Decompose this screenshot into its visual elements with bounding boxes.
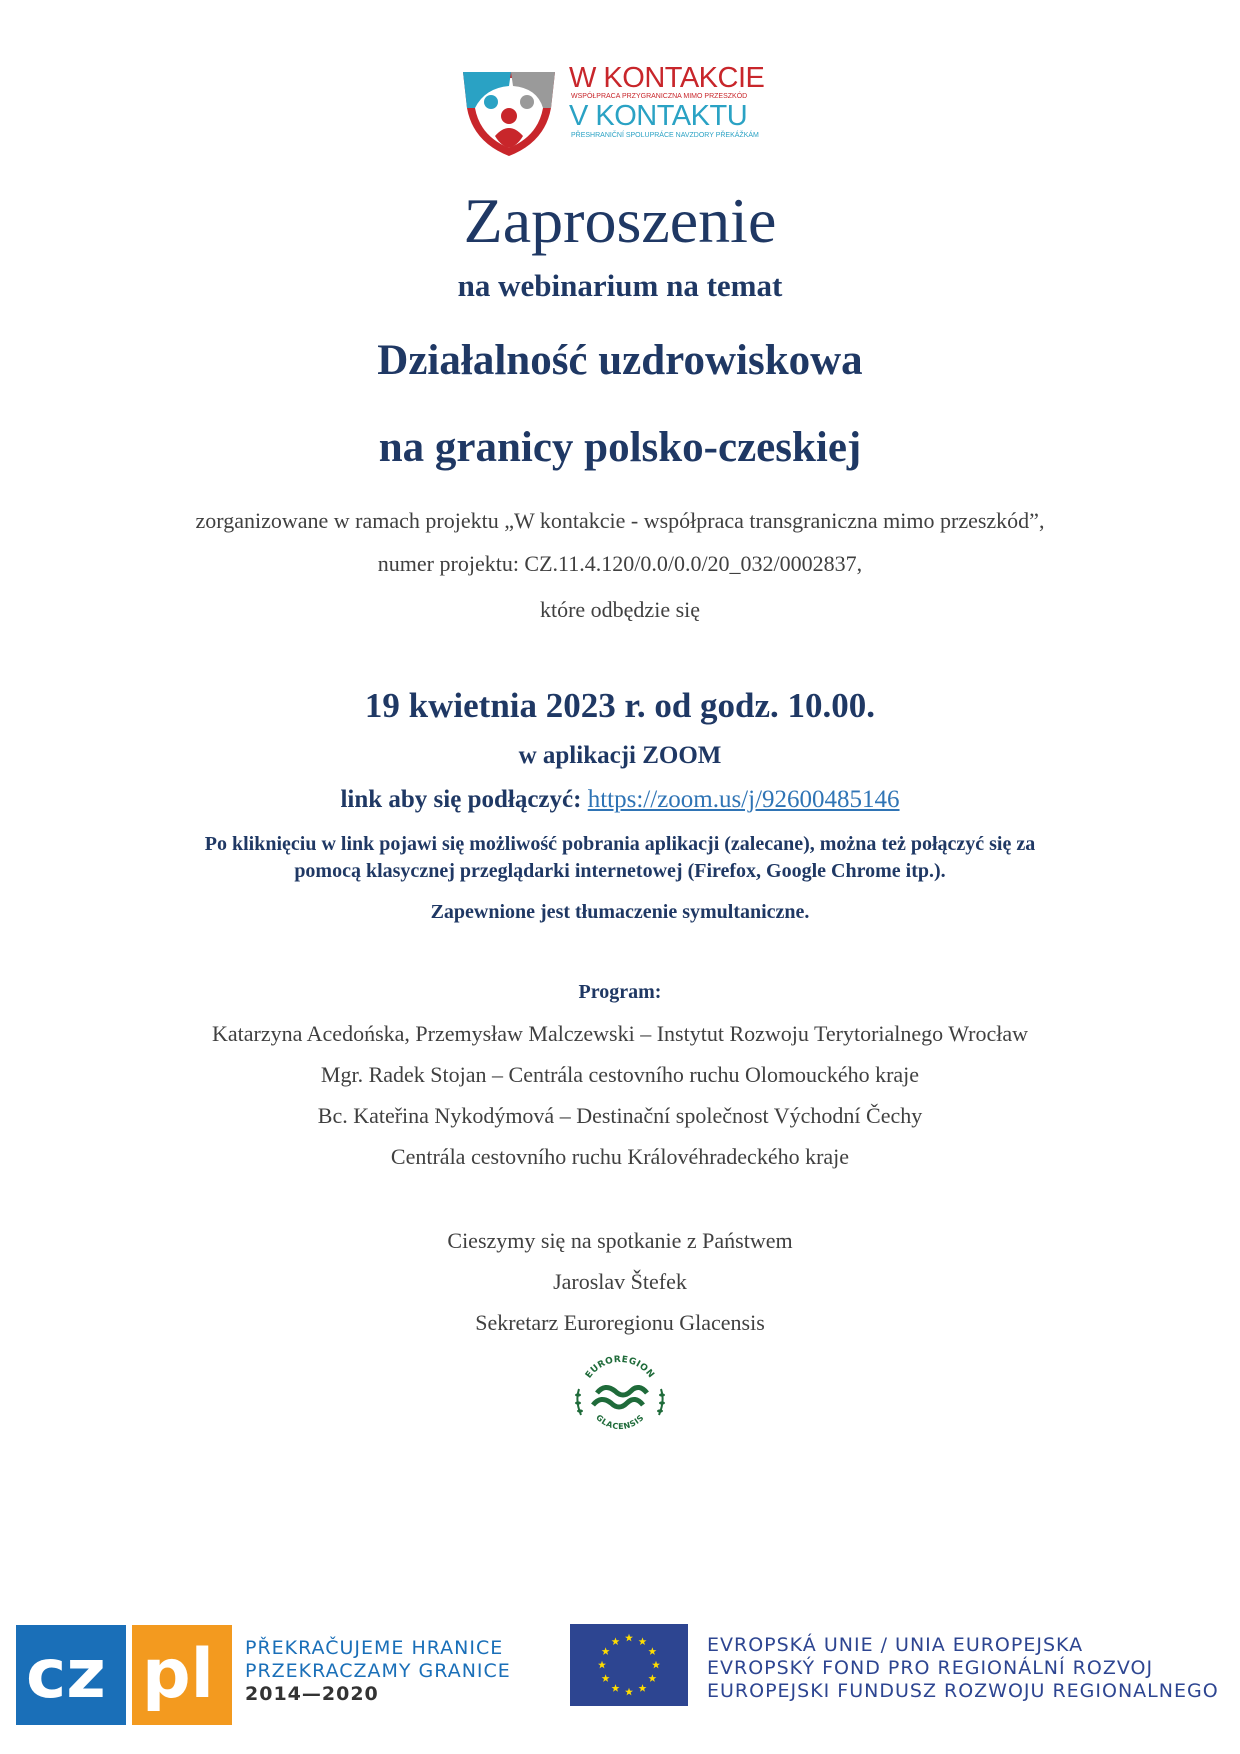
czpl-program-text (245, 1637, 511, 1706)
w-kontakcie-logo (455, 40, 791, 166)
eu-star (639, 1637, 647, 1645)
logo-line-1: W KONTAKCIE (569, 62, 765, 94)
eu-star (612, 1637, 620, 1645)
project-description: zorganizowane w ramach projektu „W kontakcie - współpraca transgraniczna mimo przeszkód”, (195, 508, 1045, 533)
closing-greeting: Cieszymy się na spotkanie z Państwem (447, 1228, 793, 1253)
eu-star (598, 1661, 606, 1669)
link-line (0, 786, 1240, 814)
czpl-line-2: PRZEKRACZAMY GRANICE (245, 1660, 511, 1682)
program-label: Program: (578, 981, 662, 1003)
euroregion-bottom-text: GLACENSIS (594, 1412, 646, 1432)
eu-star (602, 1647, 610, 1655)
project-number: numer projektu: CZ.11.4.120/0.0/0.0/20_032/0002837, (377, 551, 863, 576)
logo-subline-1: WSPÓŁPRACA PRZYGRANICZNA MIMO PRZESZKÓD (571, 93, 748, 100)
program-item: Centrála cestovního ruchu Královéhradeckého kraje (390, 1144, 850, 1169)
note-line-1: Po kliknięciu w link pojawi się możliwość pobrania aplikacji (zalecane), można też połączyć się za (204, 833, 1036, 855)
eu-star (625, 1634, 633, 1642)
translation-note: Zapewnione jest tłumaczenie symultaniczne. (430, 901, 810, 923)
zoom-link[interactable]: https://zoom.us/j/92600485146 (587, 786, 900, 813)
eu-star (602, 1674, 610, 1682)
czpl-years: 2014—2020 (245, 1683, 379, 1705)
topic-line-2: na granicy polsko-czeskiej (378, 424, 862, 471)
euroregion-top-text: EUROREGION (583, 1354, 656, 1381)
event-lead-in: które odbędzie się (539, 597, 701, 622)
eu-funding-text (707, 1634, 1219, 1703)
eu-star (652, 1661, 660, 1669)
eu-star (612, 1684, 620, 1692)
note-line-2: pomocą klasycznej przeglądarki internetowej (Firefox, Google Chrome itp.). (294, 860, 946, 882)
eu-flag-icon (570, 1624, 688, 1706)
pl-text: pl (142, 1635, 214, 1714)
event-platform: w aplikacji ZOOM (518, 742, 722, 769)
program-item: Katarzyna Acedońska, Przemysław Malczewski – Instytut Rozwoju Terytorialnego Wrocław (211, 1021, 1029, 1046)
people-shield-icon (455, 58, 565, 158)
program-item: Bc. Kateřina Nykodýmová – Destinační společnost Východní Čechy (317, 1103, 923, 1128)
signer-role: Sekretarz Euroregionu Glacensis (475, 1310, 765, 1335)
eu-line-2: EVROPSKÝ FOND PRO REGIONÁLNÍ ROZVOJ (707, 1657, 1154, 1679)
eu-star (625, 1688, 633, 1696)
czpl-logo (16, 1625, 232, 1725)
svg-text:GLACENSIS (594, 1413, 646, 1431)
event-date: 19 kwietnia 2023 r. od godz. 10.00. (364, 686, 876, 725)
eu-star (639, 1684, 647, 1692)
signer-name: Jaroslav Štefek (553, 1269, 687, 1294)
logo-line-2: V KONTAKTU (569, 100, 748, 132)
program-item: Mgr. Radek Stojan – Centrála cestovního ruchu Olomouckého kraje (320, 1062, 920, 1087)
invitation-intro: na webinarium na temat (457, 268, 783, 303)
eu-line-1: EVROPSKÁ UNIE / UNIA EUROPEJSKA (707, 1634, 1084, 1656)
euroregion-glacensis-logo (567, 1345, 673, 1451)
topic-line-1: Działalność uzdrowiskowa (377, 337, 863, 384)
eu-star (648, 1647, 656, 1655)
link-label: link aby się podłączyć: (340, 786, 588, 813)
logo-subline-2: PŘESHRANIČNÍ SPOLUPRÁCE NAVZDORY PŘEKÁŽKÁM (571, 132, 759, 139)
eu-line-3: EUROPEJSKI FUNDUSZ ROZWOJU REGIONALNEGO (707, 1680, 1219, 1702)
invitation-title: Zaproszenie (463, 185, 777, 256)
cz-text: cz (26, 1635, 106, 1714)
svg-text:EUROREGION (584, 1355, 656, 1381)
eu-star (648, 1674, 656, 1682)
czpl-line-1: PŘEKRAČUJEME HRANICE (245, 1637, 504, 1659)
